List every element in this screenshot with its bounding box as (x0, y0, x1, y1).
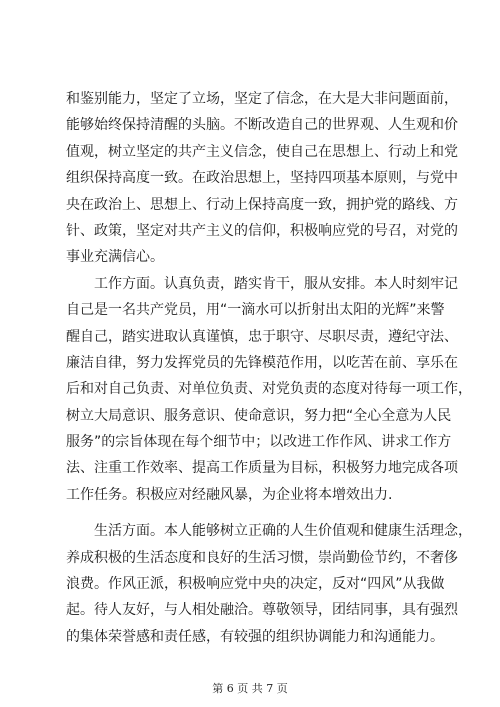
text-line: 央在政治上、思想上、行动上保持高度一致，拥护党的路线、方 (66, 196, 458, 213)
text-line: 自己是一名共产党员，用“一滴水可以折射出太阳的光辉”来警 (66, 302, 445, 319)
paragraph-spacer (66, 508, 438, 518)
text-line: 组织保持高度一致。在政治思想上，坚持四项基本原则，与党中 (66, 170, 458, 187)
text-line: 针、政策，坚定对共产主义的信仰，积极响应党的号召，对党的 (66, 222, 458, 239)
text-line: 和鉴别能力，坚定了立场，坚定了信念，在大是大非问题面前， (66, 91, 458, 107)
text-line: 服务”的宗旨体现在每个细节中；以改进工作作风、讲求工作方 (66, 434, 452, 451)
text-line: 的集体荣誉感和责任感，有较强的组织协调能力和沟通能力。 (66, 628, 444, 645)
text-line: 养成积极的生活态度和良好的生活习惯，崇尚勤俭节约，不奢侈 (66, 549, 458, 566)
text-line: 醒自己，踏实进取认真谨慎，忠于职守、尽职尽责，遵纪守法、 (66, 328, 458, 345)
text-line: 值观，树立坚定的共产主义信念，使自己在思想上、行动上和党 (66, 143, 458, 160)
text-line: 能够始终保持清醒的头脑。不断改造自己的世界观、人生观和价 (66, 117, 458, 134)
text-line: 工作方面。认真负责，踏实肯干，服从安排。本人时刻牢记 (94, 275, 458, 292)
text-line: 法、注重工作效率、提高工作质量为目标，积极努力地完成各项 (66, 460, 458, 477)
text-line: 廉洁自律，努力发挥党员的先锋模范作用，以吃苦在前、享乐在 (66, 354, 458, 371)
text-line: 树立大局意识、服务意识、使命意识，努力把“全心全意为人民 (66, 407, 452, 424)
text-line: 后和对自己负责、对单位负责、对党负责的态度对待每一项工作， (66, 381, 472, 398)
paragraph-political (66, 86, 458, 271)
paragraph-work (66, 271, 472, 509)
text-line: 事业充满信心。 (66, 249, 164, 266)
text-line: 工作任务。积极应对经融风暴，为企业将本增效出力. (66, 486, 393, 503)
text-line: 浪费。作风正派，积极响应党中央的决定，反对“四风”从我做 (66, 576, 445, 593)
text-line: 起。待人友好，与人相处融洽。尊敬领导，团结同事，具有强烈 (66, 602, 458, 619)
text-line: 生活方面。本人能够树立正确的人生价值观和健康生活理念， (94, 523, 472, 540)
page-number-footer: 第 6 页 共 7 页 (212, 682, 288, 695)
paragraph-life (66, 518, 472, 650)
document-body (66, 86, 472, 650)
